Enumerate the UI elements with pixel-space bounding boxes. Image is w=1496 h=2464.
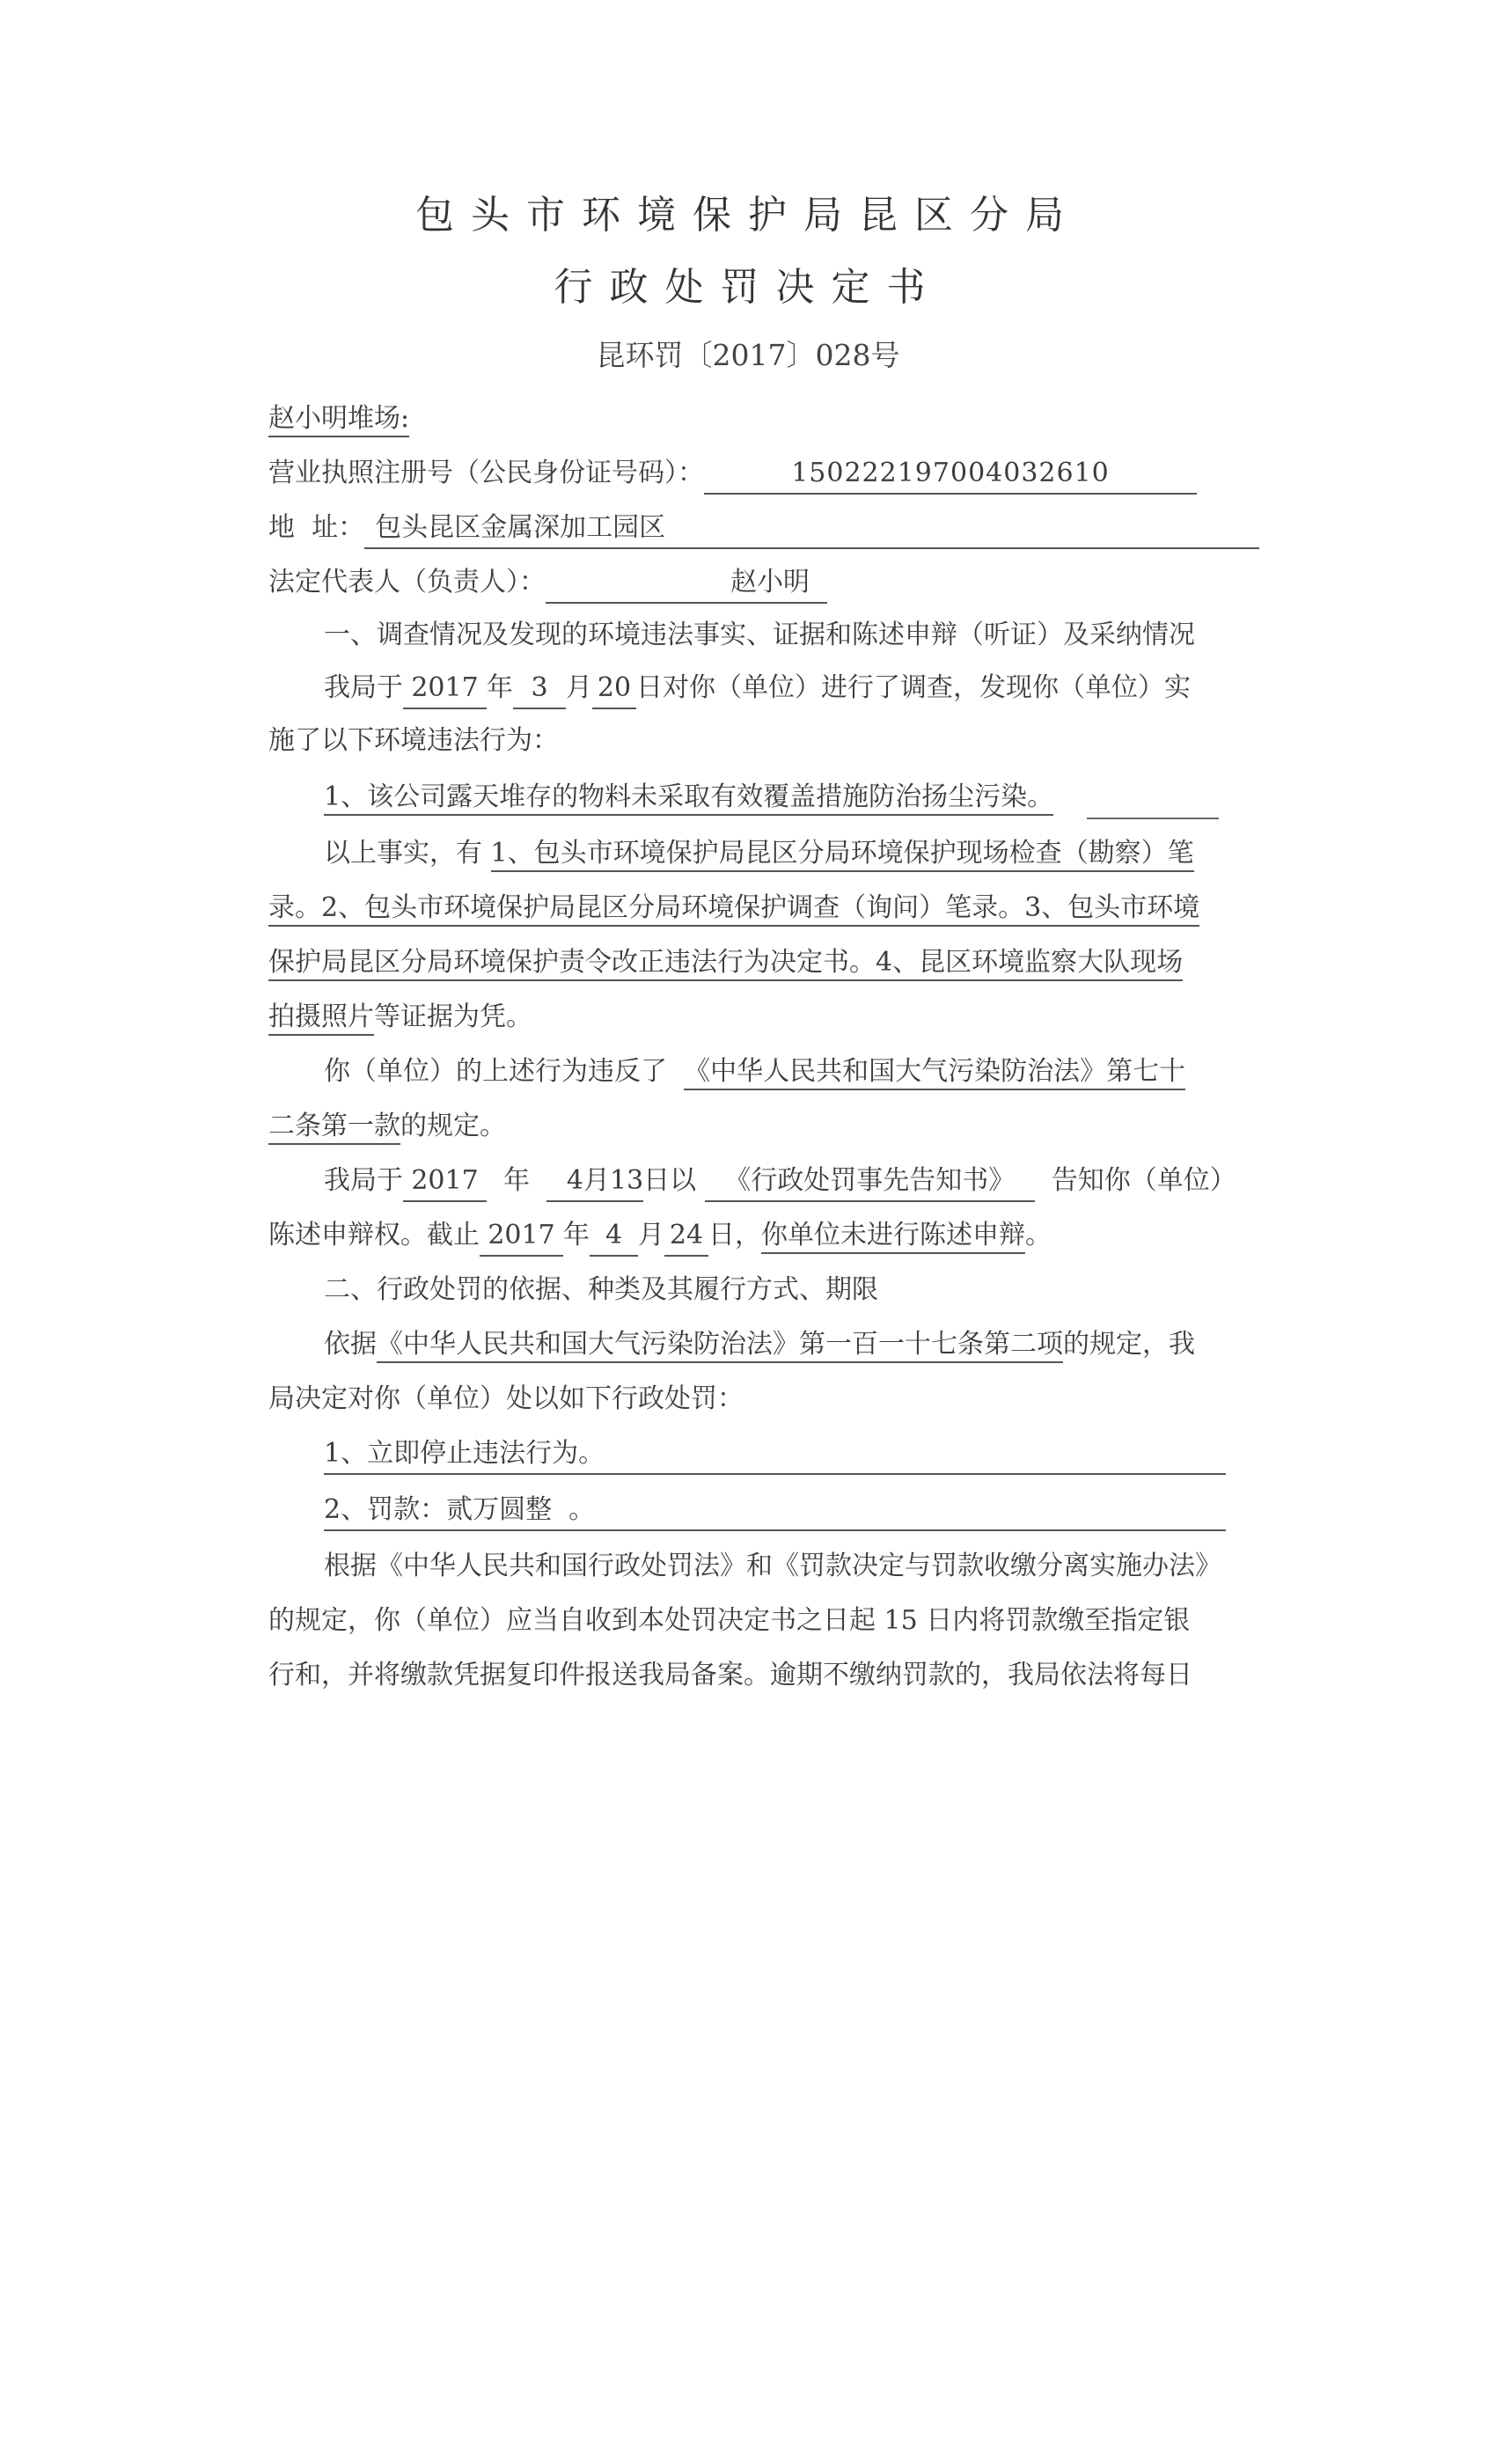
- document-type-title: 行政处罚决定书: [554, 265, 942, 310]
- violation-item: [324, 780, 1053, 815]
- notice-year-unit: 年: [503, 1165, 531, 1196]
- representative-label: 法定代表人（负责人）：: [268, 567, 546, 598]
- notice-prefix: 我局于: [324, 1165, 403, 1196]
- law-text-2: 二条第一款: [268, 1111, 400, 1145]
- license-row: [268, 456, 1197, 495]
- violation-text: 1、该公司露天堆存的物料未采取有效覆盖措施防治扬尘污染。: [324, 781, 1053, 816]
- evidence-suffix: 等证据为凭。: [374, 1001, 532, 1032]
- investigation-line-2: 施了以下环境违法行为：: [268, 725, 559, 756]
- deadline-day: 24: [664, 1218, 708, 1257]
- deadline-month: 4: [590, 1218, 638, 1257]
- agency-title: 包头市环境保护局昆区分局: [415, 193, 1081, 238]
- evidence-line-2: [268, 891, 1199, 926]
- deadline-year: 2017: [480, 1218, 563, 1257]
- notice-day-unit: 日以: [643, 1165, 697, 1196]
- notice-document: 《行政处罚事先告知书》: [705, 1163, 1035, 1202]
- notice-date: 4月13: [546, 1163, 643, 1202]
- deadline-year-unit: 年: [563, 1220, 590, 1250]
- representative-row: [268, 565, 827, 604]
- law-line-1: [324, 1054, 1185, 1089]
- investigation-day: 20: [592, 671, 636, 709]
- payment-line-2: 的规定，你（单位）应当自收到本处罚决定书之日起 15 日内将罚款缴至指定银: [268, 1605, 1191, 1636]
- address-label: 地 址：: [268, 512, 365, 543]
- notice-suffix: 告知你（单位）: [1051, 1165, 1236, 1196]
- document-number: 昆环罚〔2017〕028号: [596, 338, 900, 372]
- party-name: [268, 401, 409, 436]
- penalty-2-end: 。: [568, 1494, 596, 1525]
- investigation-prefix: 我局于: [324, 672, 403, 703]
- basis-line: [324, 1327, 1195, 1362]
- basis-suffix: 的规定，我: [1063, 1329, 1195, 1360]
- deadline-day-unit: 日，: [708, 1220, 761, 1250]
- evidence-line-1: [324, 836, 1194, 871]
- investigation-month: 3: [513, 671, 566, 709]
- penalty-item-2: [324, 1492, 1226, 1531]
- investigation-suffix: 日对你（单位）进行了调查，发现你（单位）实: [636, 672, 1191, 703]
- payment-line-1: 根据《中华人民共和国行政处罚法》和《罚款决定与罚款收缴分离实施办法》: [324, 1551, 1221, 1581]
- law-prefix: 你（单位）的上述行为违反了: [324, 1056, 667, 1087]
- evidence-line-4: [268, 1000, 532, 1035]
- basis-prefix: 依据: [324, 1329, 377, 1360]
- payment-line-3: 行和，并将缴款凭据复印件报送我局备案。逾期不缴纳罚款的，我局依法将每日: [268, 1660, 1192, 1690]
- evidence-text-4: 拍摄照片: [268, 1001, 374, 1036]
- penalty-2-label: 2、罚款：: [324, 1494, 447, 1525]
- penalty-item-1: [324, 1436, 1226, 1475]
- evidence-text-1: 1、包头市环境保护局昆区分局环境保护现场检查（勘察）笔: [491, 838, 1194, 872]
- license-number: 150222197004032610: [704, 456, 1197, 495]
- notice-line: [324, 1163, 1236, 1202]
- basis-law: 《中华人民共和国大气污染防治法》第一百一十七条第二项: [377, 1329, 1063, 1363]
- law-text-1: 《中华人民共和国大气污染防治法》第七十: [684, 1056, 1185, 1090]
- investigation-line: [324, 671, 1191, 709]
- law-suffix: 的规定。: [400, 1111, 506, 1141]
- month-unit: 月: [566, 672, 592, 703]
- representative-name: 赵小明: [546, 565, 827, 604]
- deadline-prefix: 陈述申辩权。截止: [268, 1220, 480, 1250]
- basis-line-2: 局决定对你（单位）处以如下行政处罚：: [268, 1383, 744, 1414]
- penalty-1-text: 1、立即停止违法行为。: [324, 1436, 1226, 1475]
- evidence-prefix: 以上事实，有: [324, 838, 482, 869]
- address-value: 包头昆区金属深加工园区: [364, 510, 1259, 549]
- license-label: 营业执照注册号（公民身份证号码）：: [268, 458, 704, 488]
- penalty-2-field: [324, 1492, 1226, 1531]
- deadline-line: [268, 1218, 1052, 1257]
- investigation-year: 2017: [403, 671, 487, 709]
- deadline-result: 你单位未进行陈述申辩: [761, 1220, 1025, 1254]
- address-row: [268, 510, 1259, 549]
- violation-underline-tail: [1087, 818, 1219, 819]
- evidence-text-3: 保护局昆区分局环境保护责令改正违法行为决定书。4、昆区环境监察大队现场: [268, 947, 1183, 981]
- notice-year: 2017: [403, 1163, 487, 1202]
- law-line-2: [268, 1109, 506, 1144]
- section-2-heading: 二、行政处罚的依据、种类及其履行方式、期限: [324, 1274, 878, 1305]
- section-1-heading: 一、调查情况及发现的环境违法事实、证据和陈述申辩（听证）及采纳情况: [324, 620, 1195, 650]
- party-name-text: 赵小明堆场:: [268, 403, 409, 437]
- deadline-end: 。: [1025, 1220, 1052, 1250]
- evidence-text-2: 录。2、包头市环境保护局昆区分局环境保护调查（询问）笔录。3、包头市环境: [268, 892, 1199, 927]
- evidence-line-3: [268, 945, 1183, 980]
- penalty-amount: 贰万圆整: [446, 1494, 553, 1525]
- year-unit: 年: [487, 672, 513, 703]
- deadline-month-unit: 月: [638, 1220, 664, 1250]
